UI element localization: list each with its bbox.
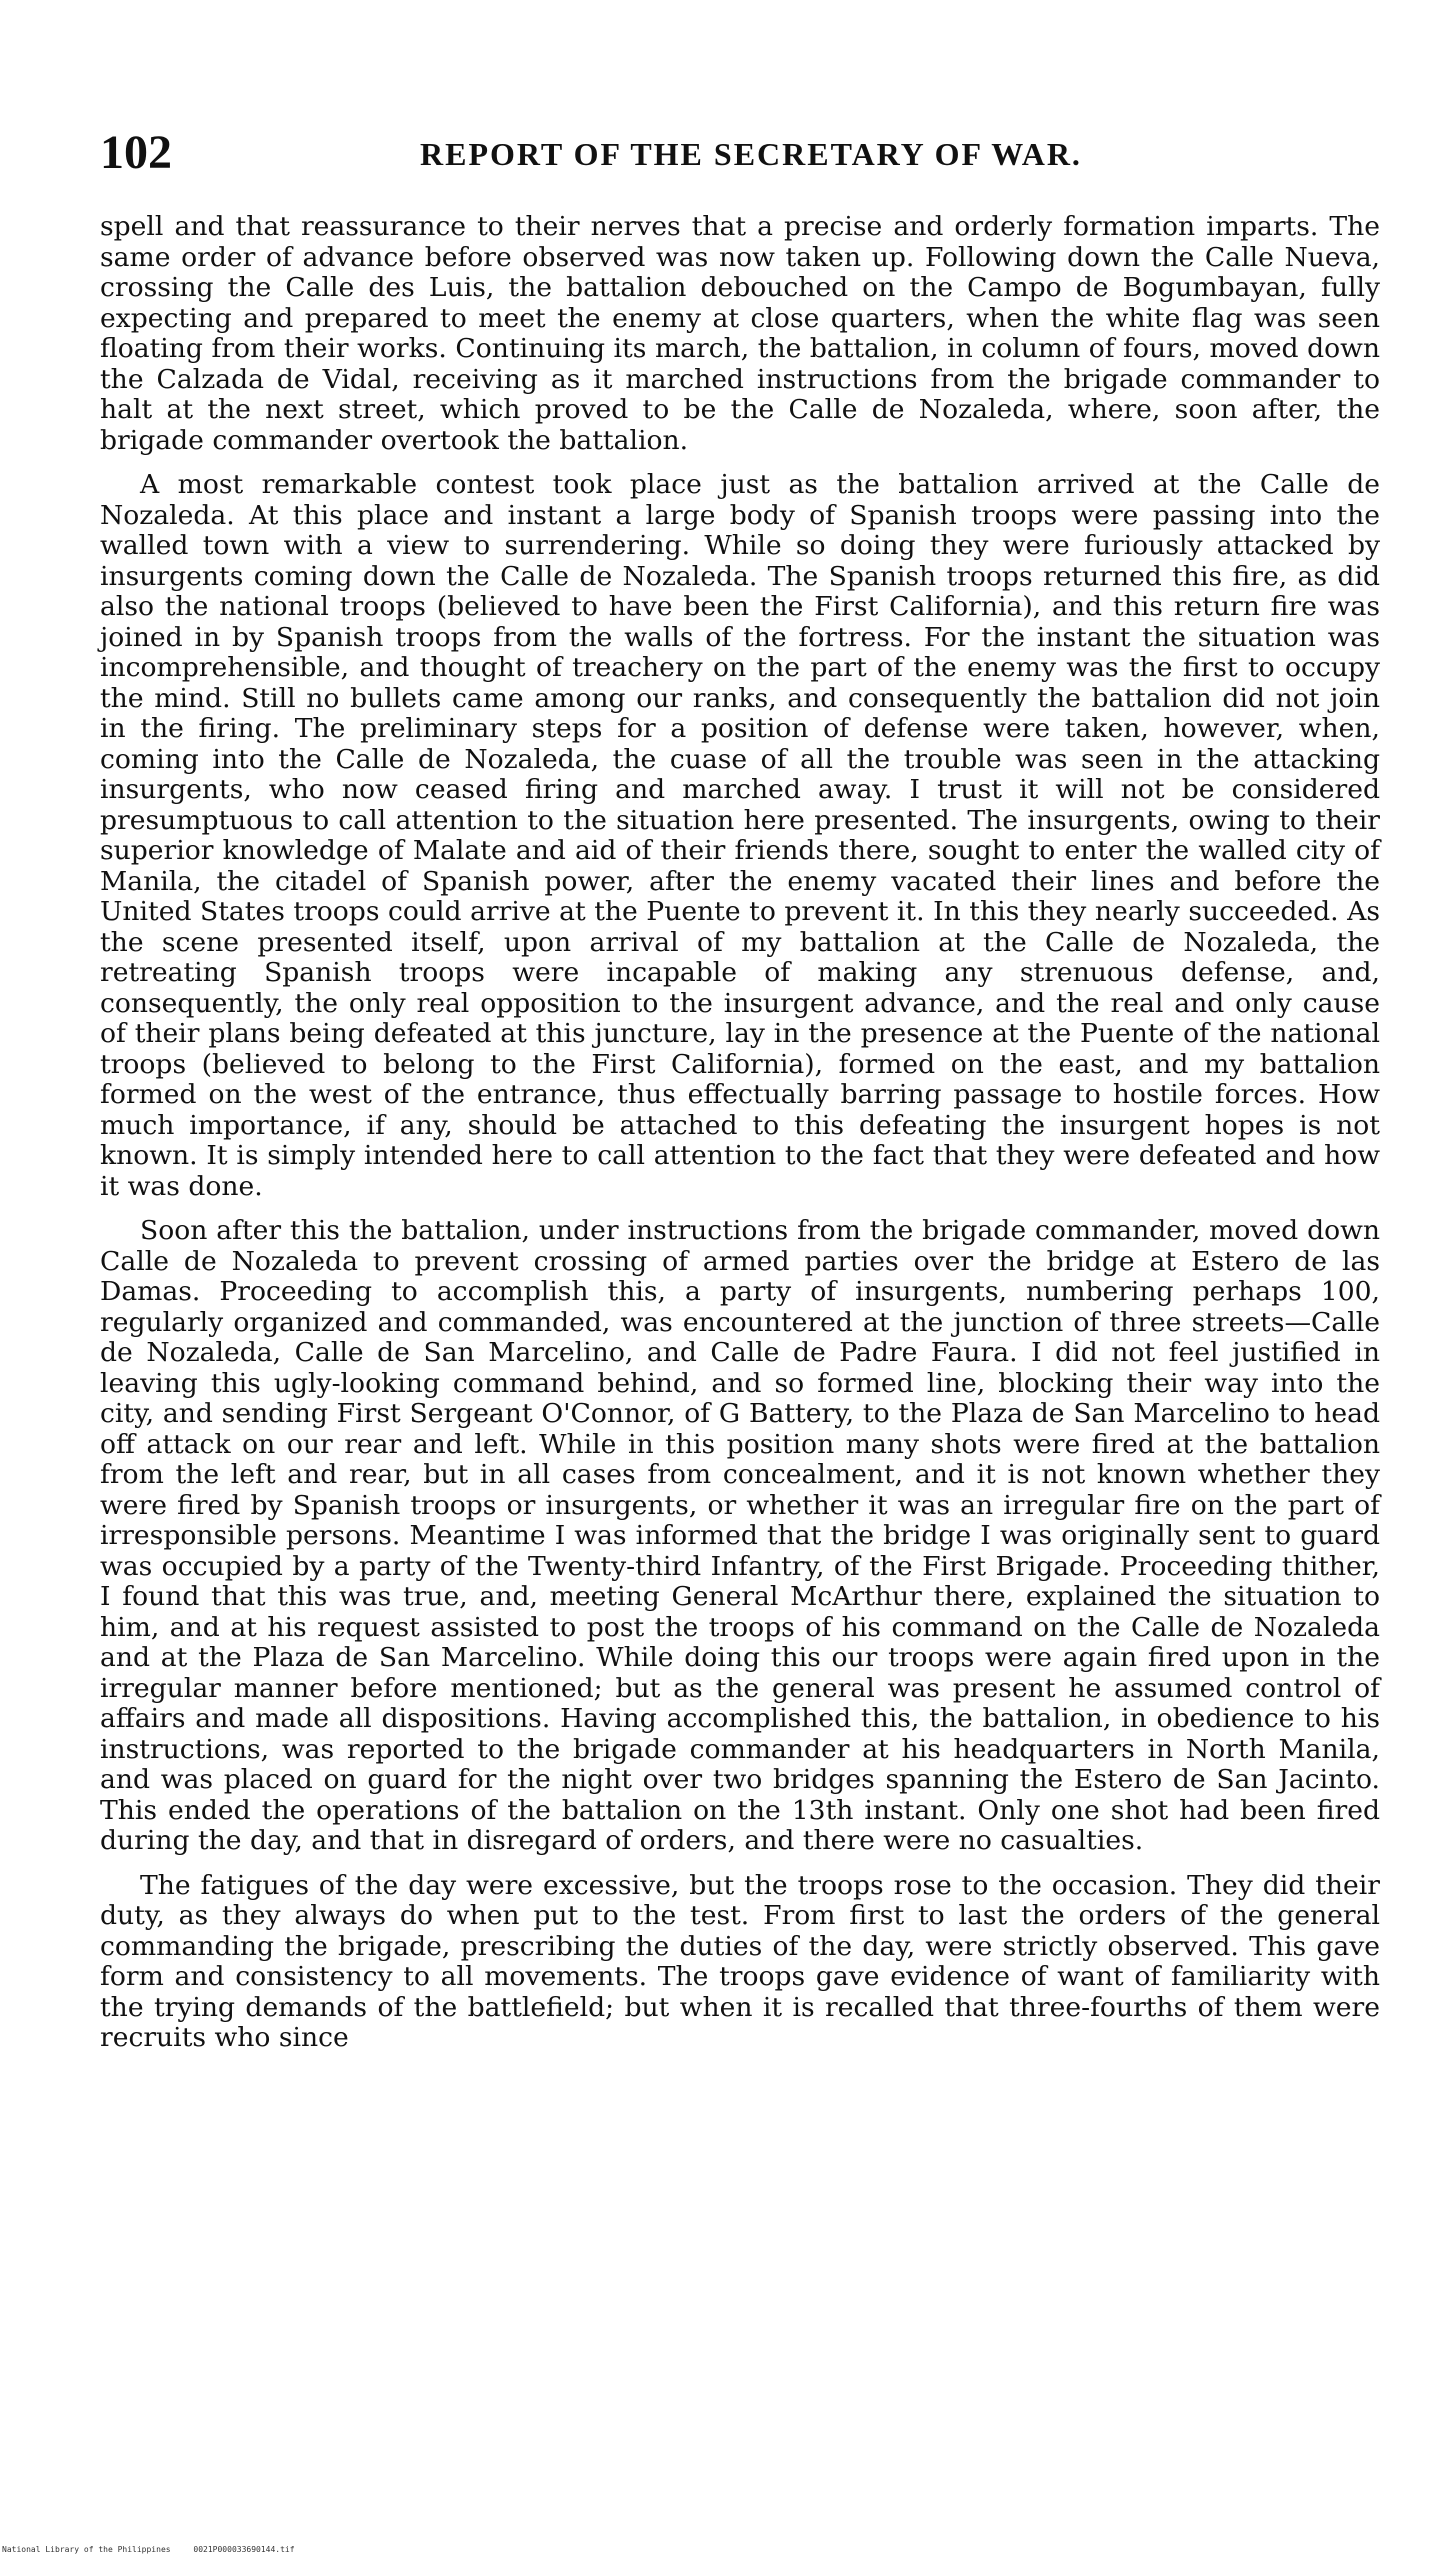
page-number: 102 (100, 126, 172, 179)
running-head: REPORT OF THE SECRETARY OF WAR. (420, 136, 1082, 172)
paragraph-1: spell and that reassurance to their nerves that a precise and orderly formation imparts. The same order of advance before observed was now taken up. Following down the Calle Nueva, crossing the Calle des Luis, the battalion debouched on the Campo de Bogumbayan, fully expecting and prepared to meet the enemy at close quarters, when the white flag was seen floating from their works. Continuing its march, the battalion, in column of fours, moved down the Calzada de Vidal, receiving as it marched instructions from the brigade commander to halt at the next street, which proved to be the Calle de Nozaleda, where, soon after, the brigade commander overtook the battalion. (100, 211, 1380, 456)
scan-footer (2, 2544, 313, 2558)
footer-file-id: 0021P000033690144.tif (193, 2545, 295, 2554)
paragraph-4: The fatigues of the day were excessive, but the troops rose to the occasion. They did their duty, as they always do when put to the test. From first to last the orders of the general commanding the brigade, prescribing the duties of the day, were strictly observed. This gave form and consistency to all movements. The troops gave evidence of want of familiarity with the trying demands of the battlefield; but when it is recalled that three-fourths of them were recruits who since (100, 1869, 1380, 2053)
paragraph-2: A most remarkable contest took place just as the battalion arrived at the Calle de Nozaleda. At this place and instant a large body of Spanish troops were passing into the walled town with a view to surrendering. While so doing they were furiously attacked by insurgents coming down the Calle de Nozaleda. The Spanish troops returned this fire, as did also the national troops (believed to have been the First California), and this return fire was joined in by Spanish troops from the walls of the fortress. For the instant the situation was incomprehensible, and thought of treachery on the part of the enemy was the first to occupy the mind. Still no bullets came among our ranks, and consequently the battalion did not join in the firing. The preliminary steps for a position of defense were taken, however, when, coming into the Calle de Nozaleda, the cuase of all the trouble was seen in the attacking insurgents, who now ceased firing and marched away. I trust it will not be considered presumptuous to call attention to the situation here presented. The insurgents, owing to their superior knowledge of Malate and aid of their friends there, sought to enter the walled city of Manila, the citadel of Spanish power, after the enemy vacated their lines and before the United States troops could arrive at the Puente to prevent it. In this they nearly succeeded. As the scene presented itself, upon arrival of my battalion at the Calle de Nozaleda, the retreating Spanish troops were incapable of making any strenuous defense, and, consequently, the only real opposition to the insurgent advance, and the real and only cause of their plans being defeated at this juncture, lay in the presence at the Puente of the national troops (believed to belong to the First California), formed on the east, and my battalion formed on the west of the entrance, thus effectually barring passage to hostile forces. How much importance, if any, should be attached to this defeating the insurgent hopes is not known. It is simply intended here to call attention to the fact that they were defeated and how it was done. (100, 469, 1380, 1202)
page-header (100, 118, 1380, 188)
footer-library: National Library of the Philippines (2, 2545, 171, 2554)
report-body (100, 212, 1380, 2068)
paragraph-3: Soon after this the battalion, under instructions from the brigade commander, moved down Calle de Nozaleda to prevent crossing of armed parties over the bridge at Estero de las Damas. Proceeding to accomplish this, a party of insurgents, numbering perhaps 100, regularly organized and commanded, was encountered at the junction of three streets—Calle de Nozaleda, Calle de San Marcelino, and Calle de Padre Faura. I did not feel justified in leaving this ugly-looking command behind, and so formed line, blocking their way into the city, and sending First Sergeant O'Connor, of G Battery, to the Plaza de San Marcelino to head off attack on our rear and left. While in this position many shots were fired at the battalion from the left and rear, but in all cases from concealment, and it is not known whether they were fired by Spanish troops or insurgents, or whether it was an irregular fire on the part of irresponsible persons. Meantime I was informed that the bridge I was originally sent to guard was occupied by a party of the Twenty-third Infantry, of the First Brigade. Proceeding thither, I found that this was true, and, meeting General McArthur there, explained the situation to him, and at his request assisted to post the troops of his command on the Calle de Nozaleda and at the Plaza de San Marcelino. While doing this our troops were again fired upon in the irregular manner before mentioned; but as the general was present he assumed control of affairs and made all dispositions. Having accomplished this, the battalion, in obedience to his instructions, was reported to the brigade commander at his headquarters in North Manila, and was placed on guard for the night over two bridges spanning the Estero de San Jacinto. This ended the operations of the battalion on the 13th instant. Only one shot had been fired during the day, and that in disregard of orders, and there were no casualties. (100, 1215, 1380, 1856)
